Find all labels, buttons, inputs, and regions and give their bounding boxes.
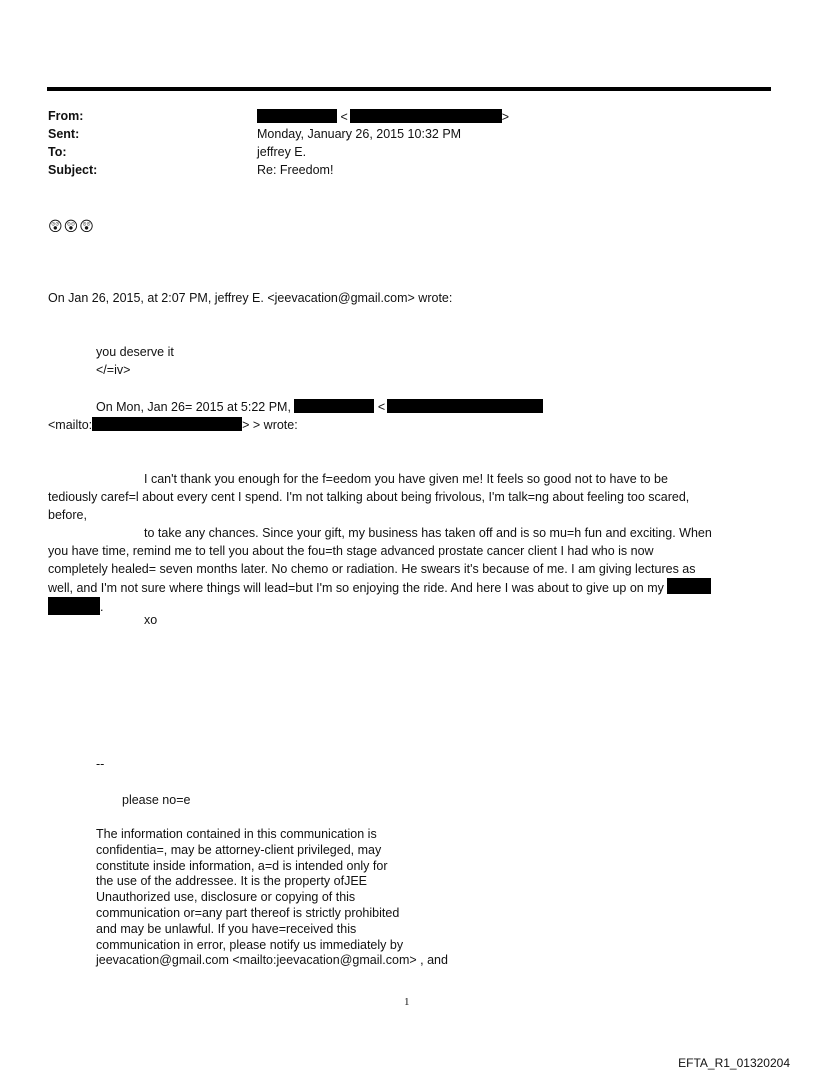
nested-intro-lt: < <box>377 400 386 414</box>
mailto-line <box>48 417 298 432</box>
to-value: jeffrey E. <box>257 145 307 159</box>
message-line: to take any chances. Since your gift, my business has taken off and is so mu=h fun and exciting. When <box>144 526 712 540</box>
disclaimer-line: the use of the addressee. It is the property ofJEE <box>96 874 367 889</box>
mailto-prefix: <mailto: <box>48 418 93 432</box>
nested-intro-text: On Mon, Jan 26= 2015 at 5:22 PM, <box>96 400 291 414</box>
reply-line: </=iv> <box>96 363 131 377</box>
header-rule <box>47 87 771 91</box>
message-end: . <box>100 600 104 614</box>
disclaimer-line: confidentia=, may be attorney-client privileged, may <box>96 842 382 857</box>
from-gt: > <box>501 110 510 124</box>
document-id: EFTA_R1_01320204 <box>678 1056 790 1070</box>
message-line: completely healed= seven months later. No chemo or radiation. He swears it's because of me. I am giving lectures as <box>48 562 696 576</box>
quote-intro: On Jan 26, 2015, at 2:07 PM, jeffrey E. <jeevacation@gmail.com> wrote: <box>48 291 453 305</box>
reply-line: you deserve it <box>96 345 174 359</box>
signature-separator: -- <box>96 757 105 771</box>
signoff: xo <box>144 613 158 627</box>
to-label: To: <box>48 145 67 159</box>
disclaimer-line: constitute inside information, a=d is intended only for <box>96 858 388 873</box>
redaction-box <box>294 399 374 413</box>
message-line: you have time, remind me to tell you about the fou=th stage advanced prostate cancer client I had who is now <box>48 544 654 558</box>
disclaimer-line: jeevacation@gmail.com <mailto:jeevacation@gmail.com> , and <box>96 953 448 968</box>
disclaimer-line: The information contained in this communication is <box>96 827 377 841</box>
redaction-box <box>387 399 543 413</box>
redaction-box <box>48 597 100 615</box>
astonished-face-icon: 😲😲😲 <box>48 219 95 235</box>
from-lt: < <box>340 110 348 124</box>
disclaimer-line: Unauthorized use, disclosure or copying of this <box>96 890 356 905</box>
redaction-box <box>667 578 711 594</box>
message-line: I can't thank you enough for the f=eedom you have given me! It feels so good not to have to be <box>144 472 668 486</box>
from-label: From: <box>48 109 84 123</box>
disclaimer-line: communication in error, please notify us immediately by <box>96 937 404 952</box>
from-value <box>257 109 509 124</box>
sent-value: Monday, January 26, 2015 10:32 PM <box>257 127 462 141</box>
nested-intro <box>96 399 543 414</box>
message-line: before, <box>48 508 87 522</box>
redaction-box <box>257 109 337 123</box>
disclaimer <box>96 827 448 969</box>
message-paragraph <box>48 524 766 616</box>
subject-label: Subject: <box>48 163 98 177</box>
message-line: tediously caref=l about every cent I spend. I'm not talking about being frivolous, I'm talk=ng about feeling too scared, <box>48 490 690 504</box>
redaction-box <box>350 109 502 123</box>
redaction-box <box>92 417 242 431</box>
mailto-suffix: > > wrote: <box>242 418 298 432</box>
disclaimer-line: and may be unlawful. If you have=received this <box>96 921 357 936</box>
subject-value: Re: Freedom! <box>257 163 334 177</box>
message-line: well, and I'm not sure where things will lead=but I'm so enjoying the ride. And here I was about to give up on my <box>48 581 664 595</box>
message-paragraph <box>48 470 766 524</box>
sent-label: Sent: <box>48 127 80 141</box>
please-note: please no=e <box>122 793 191 807</box>
page-number: 1 <box>404 996 410 1008</box>
disclaimer-line: communication or=any part thereof is strictly prohibited <box>96 905 400 920</box>
